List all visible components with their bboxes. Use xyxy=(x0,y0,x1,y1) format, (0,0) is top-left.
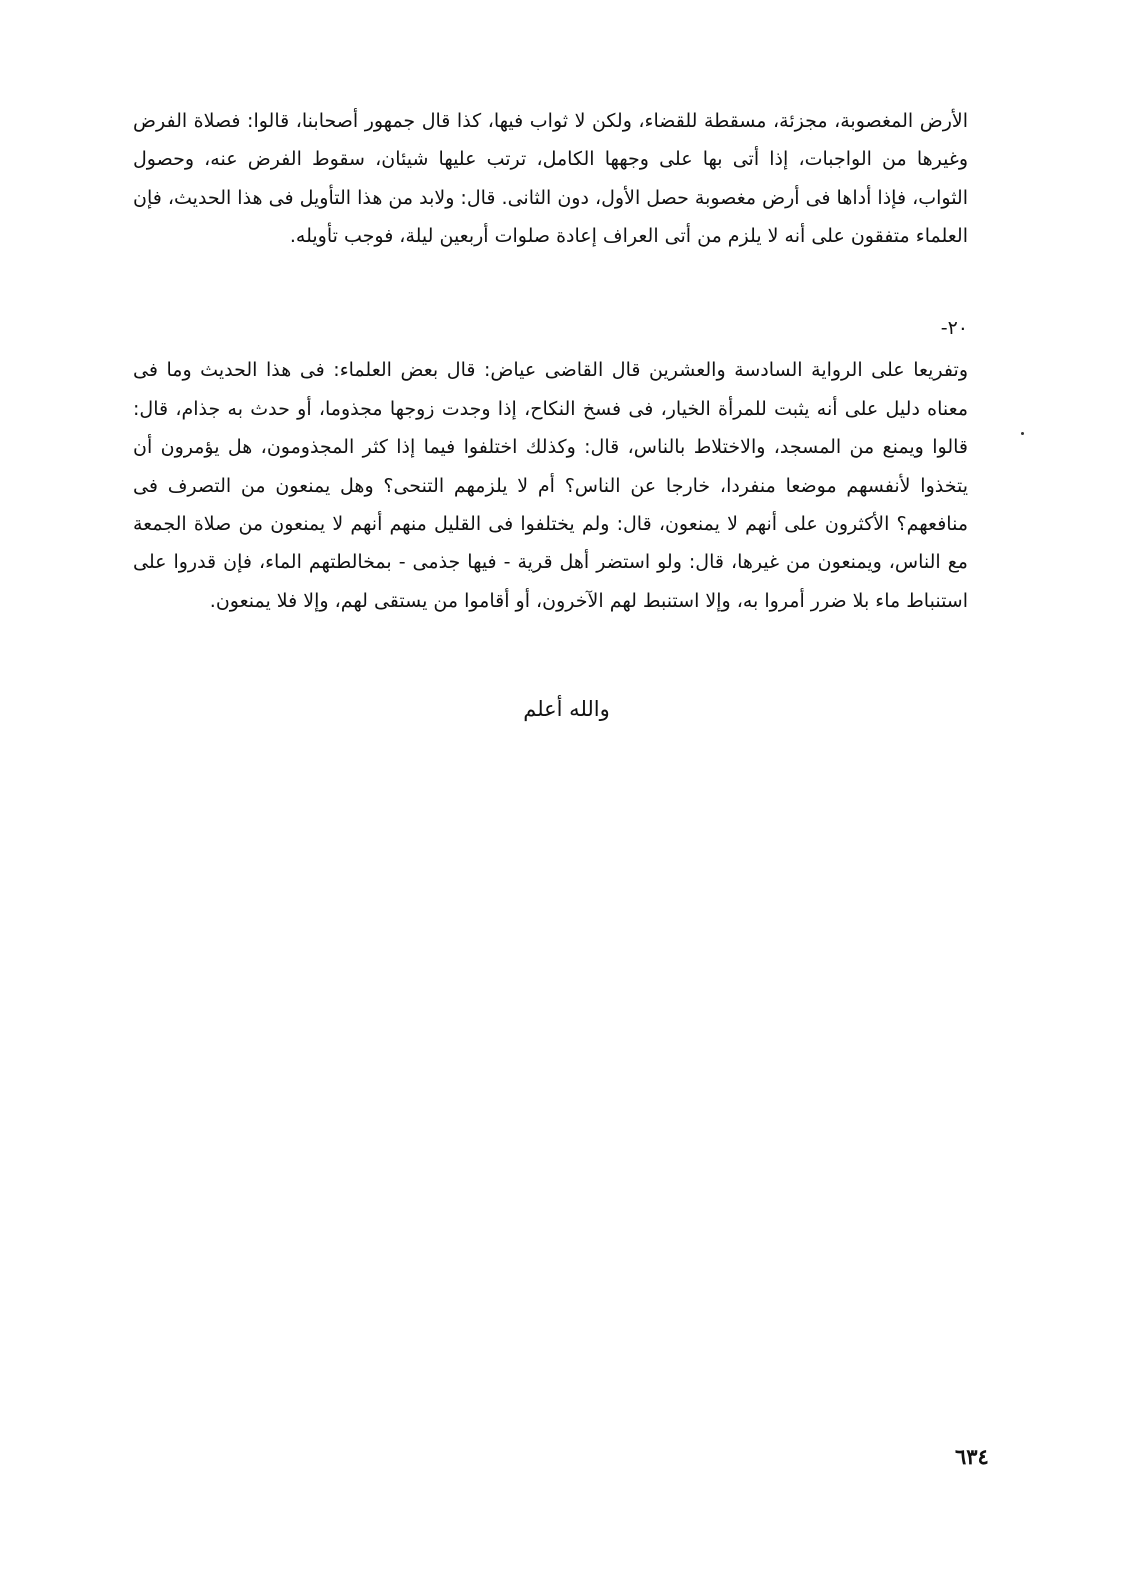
page-number: ٦٣٤ xyxy=(955,1444,989,1469)
list-item-20 xyxy=(133,313,968,620)
item-number: ٢٠- xyxy=(940,317,968,339)
item-text: وتفريعا على الرواية السادسة والعشرين قال القاضى عياض: قال بعض العلماء: فى هذا الحديث وما فى معناه دليل على أنه يثبت للمرأة الخيار، فى فسخ النكاح، إذا وجدت زوجها مجذوما، أو حدث به جذام، قال: قالوا ويمنع من المسجد، والاختلاط بالناس، قال: وكذلك اختلفوا فيما إذا كثر المجذومون، هل يؤمرون أن يتخذوا لأنفسهم موضعا منفردا، خارجا عن الناس؟ أم لا يلزمهم التنحى؟ وهل يمنعون من التصرف فى منافعهم؟ الأكثرون على أنهم لا يمنعون، قال: ولم يختلفوا فى القليل منهم أنهم لا يمنعون من صلاة الجمعة مع الناس، ويمنعون من غيرها، قال: ولو استضر أهل قرية - فيها جذمى - بمخالطتهم الماء، فإن قدروا على استنباط ماء بلا ضرر أمروا به، وإلا استنبط لهم الآخرون، أو أقاموا من يستقى لهم، وإلا فلا يمنعون. xyxy=(133,359,968,612)
closing-phrase: والله أعلم xyxy=(523,697,610,721)
scan-speck xyxy=(1021,432,1024,435)
paragraph-continuation: الأرض المغصوبة، مجزئة، مسقطة للقضاء، ولكن لا ثواب فيها، كذا قال جمهور أصحابنا، قالوا: فصلاة الفرض وغيرها من الواجبات، إذا أتى بها على وجهها الكامل، ترتب عليها شيئان، سقوط الفرض عنه، وحصول الثواب، فإذا أداها فى أرض مغصوبة حصل الأول، دون الثانى. قال: ولابد من هذا التأويل فى هذا الحديث، فإن العلماء متفقون على أنه لا يلزم من أتى العراف إعادة صلوات أربعين ليلة، فوجب تأويله. xyxy=(133,110,968,248)
